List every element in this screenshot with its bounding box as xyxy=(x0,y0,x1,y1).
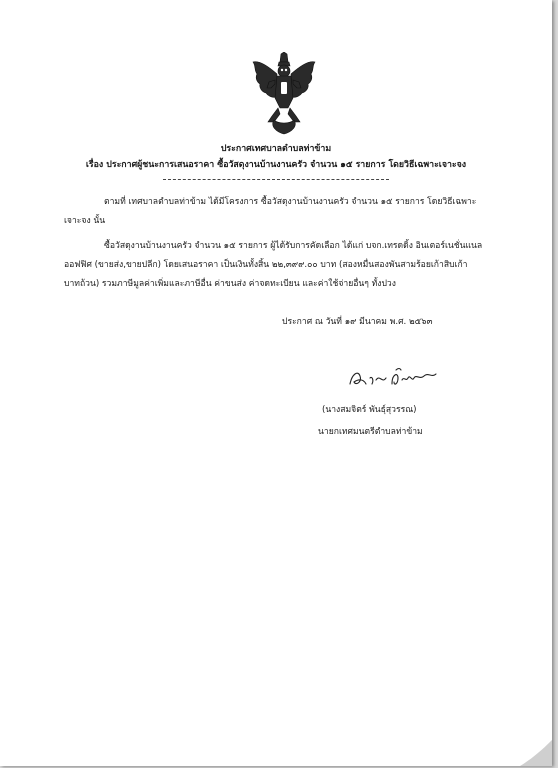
paragraph2-line3: บาทถ้วน) รวมภาษีมูลค่าเพิ่มและภาษีอื่น ค่าขนส่ง ค่าจดทะเบียน และค่าใช้จ่ายอื่นๆ ทั้งปวง xyxy=(64,279,396,289)
document-subject: เรื่อง ประกาศผู้ชนะการเสนอราคา ซื้อวัสดุงานบ้านงานครัว จำนวน ๑๕ รายการ โดยวิธีเฉพาะเจาะจง xyxy=(85,160,467,170)
signer-position: นายกเทศมนตรีตำบลท่าข้าม xyxy=(318,427,423,437)
paragraph1-line1: ตามที่ เทศบาลตำบลท่าข้าม ได้มีโครงการ ซื้อวัสดุงานบ้านงานครัว จำนวน ๑๕ รายการ โดยวิธีเฉพาะ xyxy=(104,197,477,207)
garuda-emblem-icon xyxy=(250,52,318,136)
signer-name: (นางสมจิตร์ พันธุ์สุวรรณ) xyxy=(322,405,417,415)
paragraph2-line1: ซื้อวัสดุงานบ้านงานครัว จำนวน ๑๕ รายการ ผู้ได้รับการคัดเลือก ได้แก่ บจก.เทรดดิ้ง อินเตอร์เนชั่นแนล xyxy=(104,241,483,251)
handwritten-signature xyxy=(346,364,440,392)
divider-line xyxy=(163,179,389,180)
paragraph2-line2: ออฟฟิศ (ขายส่ง,ขายปลีก) โดยเสนอราคา เป็นเงินทั้งสิ้น ๒๒,๓๙๙.๐๐ บาท (สองหมื่นสองพันสามร้อยเก้าสิบเก้า xyxy=(64,260,468,270)
document-heading: ประกาศเทศบาลตำบลท่าข้าม xyxy=(220,144,332,154)
paragraph1-line2: เจาะจง นั้น xyxy=(64,216,106,226)
announcement-date: ประกาศ ณ วันที่ ๑๙ มีนาคม พ.ศ. ๒๕๖๓ xyxy=(282,317,433,327)
